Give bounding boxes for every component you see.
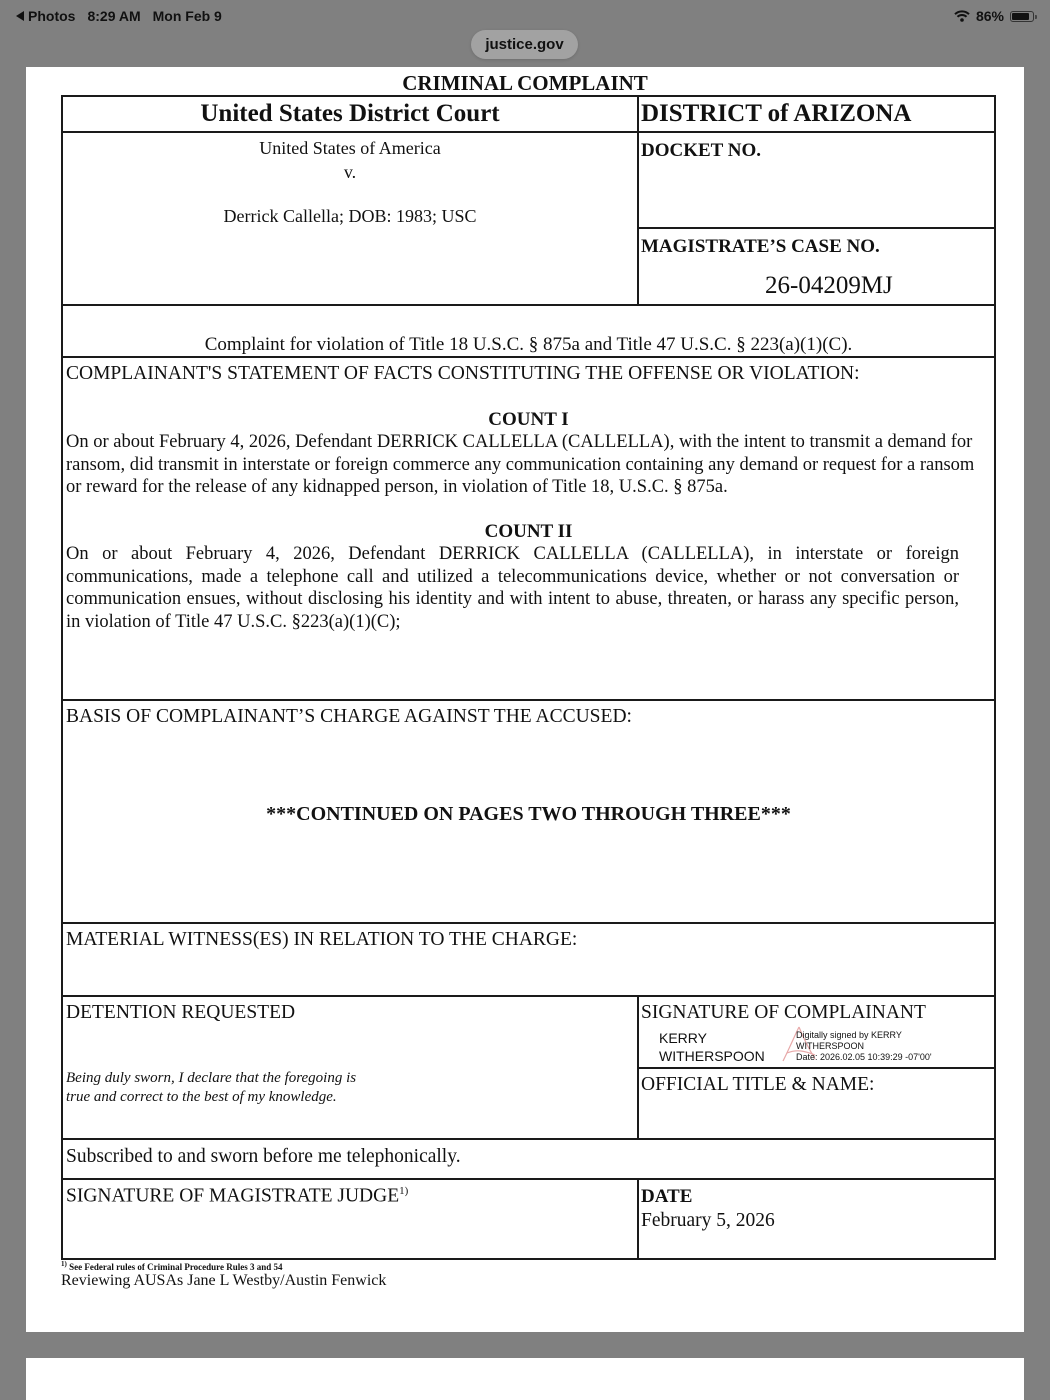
sworn-statement: Subscribed to and sworn before me telephonically.	[66, 1146, 461, 1167]
witness-header: MATERIAL WITNESS(ES) IN RELATION TO THE CHARGE:	[66, 929, 578, 950]
docket-cell	[637, 131, 996, 229]
court-name: United States District Court	[200, 100, 500, 127]
document-title: CRIMINAL COMPLAINT	[402, 71, 648, 95]
court-cell	[61, 95, 639, 133]
complainant-signature-cell	[637, 995, 996, 1069]
detention-cell	[61, 995, 639, 1140]
magistrate-footnote-ref: 1)	[399, 1185, 409, 1197]
footnote-marker: 1)	[61, 1260, 67, 1268]
reviewing-ausas: Reviewing AUSAs Jane L Westby/Austin Fenwick	[61, 1272, 387, 1289]
back-to-photos-button[interactable]	[16, 8, 75, 24]
district-name: DISTRICT of ARIZONA	[641, 100, 912, 127]
magistrate-signature-cell	[61, 1178, 639, 1260]
digital-signature-line-2: WITHERSPOON	[796, 1041, 865, 1051]
count-1-title: COUNT I	[488, 409, 569, 430]
docket-label: DOCKET NO.	[641, 140, 762, 161]
caption-cell	[61, 131, 639, 306]
back-app-label: Photos	[28, 8, 76, 24]
status-date: Mon Feb 9	[152, 8, 222, 24]
district-cell	[637, 95, 996, 133]
digital-signature-line-1: Digitally signed by KERRY	[796, 1030, 902, 1040]
defendant: Derrick Callella; DOB: 1983; USC	[223, 206, 477, 226]
battery-percent: 86%	[975, 8, 1004, 24]
plaintiff: United States of America	[259, 138, 441, 158]
magistrate-case-cell	[637, 227, 996, 306]
official-title-cell	[637, 1067, 996, 1140]
magistrate-case-number: 26-04209MJ	[765, 272, 893, 299]
magistrate-case-label: MAGISTRATE’S CASE NO.	[641, 236, 880, 257]
signer-last-name: WITHERSPOON	[659, 1048, 765, 1064]
wifi-icon	[954, 10, 970, 22]
complaint-line: Complaint for violation of Title 18 U.S.C. § 875a and Title 47 U.S.C. § 223(a)(1)(C).	[204, 334, 853, 355]
status-bar	[0, 0, 1050, 34]
count-1-text: On or about February 4, 2026, Defendant DERRICK CALLELLA (CALLELLA), with the intent to transmit a demand for ransom, did transmit in interstate or foreign commerce any communication containing any demand or request for a ransom or reward for the release of any kidnapped person, in violation of Title 18, U.S.C. § 875a.	[66, 432, 975, 497]
date-label: DATE	[641, 1186, 693, 1207]
url-text: justice.gov	[485, 36, 564, 53]
witness-cell	[61, 922, 996, 997]
complaint-line-cell	[61, 304, 996, 358]
document-page	[26, 67, 1024, 1332]
oath-line-1: Being duly sworn, I declare that the foregoing is	[66, 1070, 357, 1086]
back-arrow-icon	[16, 11, 24, 21]
detention-label: DETENTION REQUESTED	[66, 1002, 296, 1023]
sworn-cell	[61, 1138, 996, 1180]
count-2-text: On or about February 4, 2026, Defendant DERRICK CALLELLA (CALLELLA), in interstate or foreign communications, made a telephone call and utilized a telecommunications device, whether or not conversation or communication ensues, without disclosing his identity and with intent to abuse, threaten, or harass any specific person, in violation of Title 47 U.S.C. §223(a)(1)(C);	[66, 544, 959, 632]
facts-cell	[61, 356, 996, 701]
url-pill[interactable]	[471, 30, 578, 59]
basis-cell	[61, 699, 996, 924]
date-cell	[637, 1178, 996, 1260]
facts-header: COMPLAINANT'S STATEMENT OF FACTS CONSTITUTING THE OFFENSE OR VIOLATION:	[66, 363, 860, 384]
digital-signature-date: Date: 2026.02.05 10:39:29 -07'00'	[796, 1052, 932, 1062]
signer-first-name: KERRY	[659, 1030, 707, 1046]
signature-label: SIGNATURE OF COMPLAINANT	[641, 1002, 926, 1023]
continued-note: ***CONTINUED ON PAGES TWO THROUGH THREE***	[266, 803, 791, 825]
magistrate-signature-label: SIGNATURE OF MAGISTRATE JUDGE	[66, 1185, 400, 1207]
next-page-preview	[26, 1358, 1024, 1400]
battery-level-fill	[1012, 13, 1029, 20]
official-title-label: OFFICIAL TITLE & NAME:	[641, 1074, 875, 1095]
count-2-title: COUNT II	[484, 521, 573, 542]
footnote-text: See Federal rules of Criminal Procedure Rules 3 and 54	[69, 1262, 283, 1272]
date-value: February 5, 2026	[641, 1210, 775, 1231]
oath-line-2: true and correct to the best of my knowledge.	[66, 1089, 337, 1105]
status-time: 8:29 AM	[87, 8, 141, 24]
battery-icon	[1010, 11, 1034, 22]
versus: v.	[343, 162, 357, 182]
basis-header: BASIS OF COMPLAINANT’S CHARGE AGAINST THE ACCUSED:	[66, 706, 632, 727]
